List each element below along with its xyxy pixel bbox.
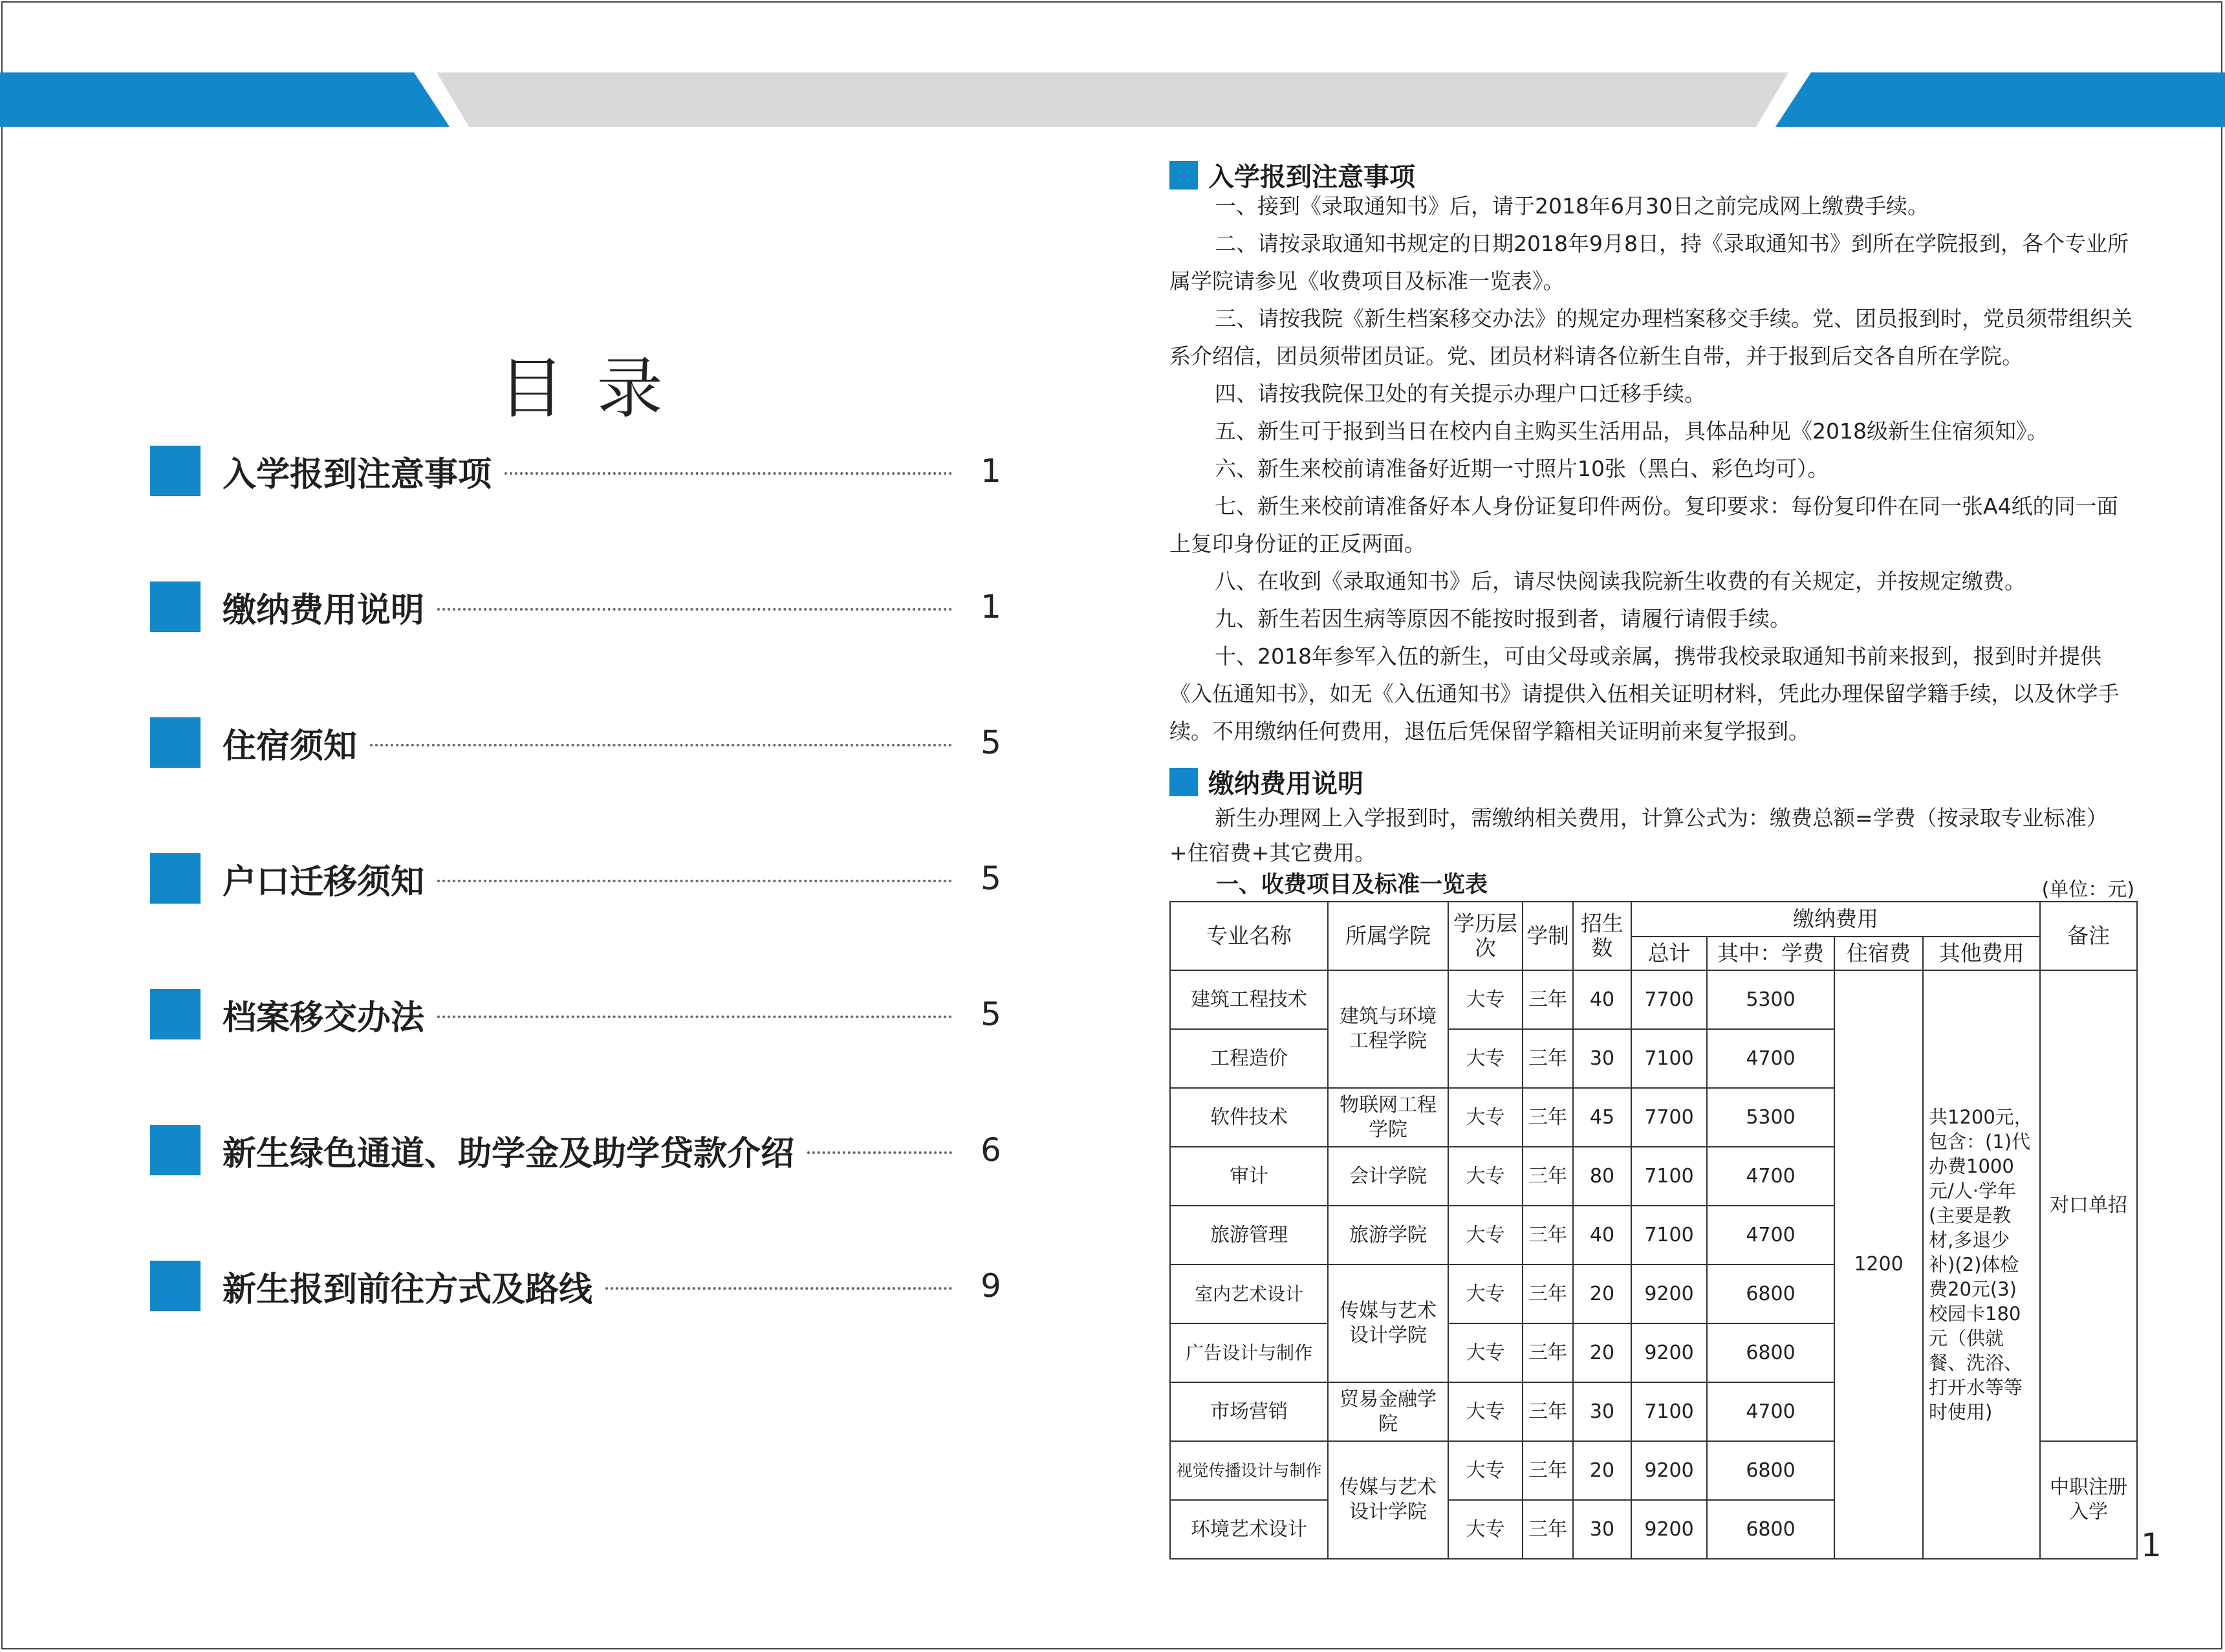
toc-item-label: 户口迁移须知 (222, 862, 425, 902)
toc-item-page: 5 (981, 860, 1001, 897)
cell-major: 旅游管理 (1170, 1206, 1328, 1265)
cell-major: 视觉传播设计与制作 (1170, 1441, 1328, 1500)
dot-leader (605, 1287, 952, 1290)
cell-years: 三年 (1523, 1323, 1573, 1382)
notice-paragraph: 八、在收到《录取通知书》后，请尽快阅读我院新生收费的有关规定，并按规定缴费。 (1215, 569, 2026, 594)
cell-quota: 30 (1573, 1029, 1631, 1088)
blue-square-icon (150, 853, 201, 904)
cell-tuition: 4700 (1707, 1147, 1834, 1206)
page-number: 1 (2141, 1527, 2162, 1564)
header-note: 备注 (2040, 902, 2137, 970)
toc-item[interactable] (150, 581, 1017, 633)
cell-tuition: 5300 (1707, 1088, 1834, 1147)
section-heading-fees (1169, 763, 1363, 800)
cell-total: 7100 (1631, 1382, 1707, 1441)
cell-dorm-fee: 1200 (1834, 970, 1923, 1559)
blue-square-icon (150, 717, 201, 768)
fee-table-unit: (单位：元) (2041, 878, 2134, 901)
blue-square-icon (150, 1125, 201, 1175)
notice-paragraph: 一、接到《录取通知书》后，请于2018年6月30日之前完成网上缴费手续。 (1215, 193, 1929, 219)
cell-major: 工程造价 (1170, 1029, 1328, 1088)
cell-major: 广告设计与制作 (1170, 1323, 1328, 1382)
header-tuition: 其中：学费 (1707, 937, 1834, 970)
toc-item-page: 1 (981, 588, 1001, 625)
blue-square-icon (150, 989, 201, 1039)
cell-quota: 20 (1573, 1323, 1631, 1382)
cell-tuition: 6800 (1707, 1441, 1834, 1500)
cell-tuition: 5300 (1707, 970, 1834, 1029)
toc-item-page: 5 (981, 724, 1001, 761)
toc-title: 目录 (498, 351, 695, 428)
cell-college: 传媒与艺术设计学院 (1328, 1265, 1448, 1382)
cell-years: 三年 (1523, 970, 1573, 1029)
blue-square-icon (150, 1261, 201, 1311)
cell-quota: 40 (1573, 970, 1631, 1029)
cell-level: 大专 (1448, 970, 1523, 1029)
section-heading-label: 入学报到注意事项 (1208, 162, 1415, 192)
notice-paragraph: 二、请按录取通知书规定的日期2018年9月8日，持《录取通知书》到所在学院报到，各个专业所属学院请参见《收费项目及标准一览表》。 (1169, 231, 2129, 294)
toc-item-page: 5 (981, 995, 1001, 1033)
header-band-middle (437, 72, 1788, 127)
notice-paragraph: 七、新生来校前请准备好本人身份证复印件两份。复印要求：每份复印件在同一张A4纸的同一面上复印身份证的正反两面。 (1169, 494, 2118, 556)
cell-quota: 30 (1573, 1500, 1631, 1559)
cell-level: 大专 (1448, 1088, 1523, 1147)
toc-item-page: 1 (981, 452, 1001, 490)
cell-major: 建筑工程技术 (1170, 970, 1328, 1029)
toc-item-label: 新生报到前往方式及路线 (222, 1270, 593, 1309)
cell-total: 9200 (1631, 1500, 1707, 1559)
toc-item-label: 住宿须知 (222, 726, 358, 766)
cell-level: 大专 (1448, 1441, 1523, 1500)
cell-major: 室内艺术设计 (1170, 1265, 1328, 1323)
cell-college: 物联网工程学院 (1328, 1088, 1448, 1147)
cell-total: 7100 (1631, 1206, 1707, 1265)
header-major: 专业名称 (1170, 902, 1328, 970)
notice-paragraph: 四、请按我院保卫处的有关提示办理户口迁移手续。 (1215, 381, 1706, 406)
header-years: 学制 (1523, 902, 1573, 970)
toc-item[interactable] (150, 1260, 1017, 1312)
cell-years: 三年 (1523, 1206, 1573, 1265)
cell-quota: 20 (1573, 1441, 1631, 1500)
cell-years: 三年 (1523, 1441, 1573, 1500)
cell-total: 7700 (1631, 1088, 1707, 1147)
cell-tuition: 4700 (1707, 1382, 1834, 1441)
cell-years: 三年 (1523, 1029, 1573, 1088)
cell-level: 大专 (1448, 1265, 1523, 1323)
cell-note: 中职注册入学 (2040, 1441, 2137, 1559)
cell-tuition: 4700 (1707, 1206, 1834, 1265)
cell-college: 建筑与环境工程学院 (1328, 970, 1448, 1088)
cell-years: 三年 (1523, 1382, 1573, 1441)
cell-major: 市场营销 (1170, 1382, 1328, 1441)
blue-square-icon (150, 581, 201, 632)
cell-tuition: 4700 (1707, 1029, 1834, 1088)
notice-paragraph: 五、新生可于报到当日在校内自主购买生活用品，具体品种见《2018级新生住宿须知》。 (1215, 418, 2048, 444)
header-band-right (1775, 72, 2225, 127)
toc-item[interactable] (150, 1124, 1017, 1176)
cell-tuition: 6800 (1707, 1500, 1834, 1559)
cell-major: 环境艺术设计 (1170, 1500, 1328, 1559)
cell-college: 旅游学院 (1328, 1206, 1448, 1265)
cell-quota: 30 (1573, 1382, 1631, 1441)
header-level: 学历层次 (1448, 902, 1523, 970)
cell-total: 9200 (1631, 1441, 1707, 1500)
cell-tuition: 6800 (1707, 1323, 1834, 1382)
cell-level: 大专 (1448, 1323, 1523, 1382)
cell-other-fee: 共1200元，包含：(1)代办费1000元/人·学年(主要是教材,多退少补)(2)体检费20元(3)校园卡180元（供就餐、洗浴、打开水等等时使用) (1923, 970, 2040, 1559)
cell-total: 7100 (1631, 1029, 1707, 1088)
cell-level: 大专 (1448, 1500, 1523, 1559)
fee-table (1169, 901, 2138, 1560)
blue-square-icon (1169, 768, 1198, 796)
cell-level: 大专 (1448, 1029, 1523, 1088)
toc-item-label: 新生绿色通道、助学金及助学贷款介绍 (222, 1134, 795, 1173)
notice-paragraph: 三、请按我院《新生档案移交办法》的规定办理档案移交手续。党、团员报到时，党员须带组织关系介绍信，团员须带团员证。党、团员材料请各位新生自带，并于报到后交各自所在学院。 (1169, 306, 2133, 369)
cell-major: 审计 (1170, 1147, 1328, 1206)
blue-square-icon (1169, 161, 1198, 190)
toc-item-label: 缴纳费用说明 (222, 591, 425, 630)
header-band-left (0, 72, 450, 127)
table-header-row (1170, 902, 2137, 937)
toc-item[interactable] (150, 988, 1017, 1040)
toc-item-page: 6 (981, 1131, 1001, 1169)
cell-level: 大专 (1448, 1206, 1523, 1265)
header-dorm: 住宿费 (1834, 937, 1923, 970)
toc-item-page: 9 (981, 1267, 1001, 1305)
cell-note: 对口单招 (2040, 970, 2137, 1441)
toc-item[interactable] (150, 853, 1017, 904)
cell-quota: 40 (1573, 1206, 1631, 1265)
cell-tuition: 6800 (1707, 1265, 1834, 1323)
dot-leader (505, 472, 952, 475)
cell-total: 9200 (1631, 1265, 1707, 1323)
toc-item[interactable] (150, 717, 1017, 768)
section-heading-label: 缴纳费用说明 (1208, 769, 1363, 799)
dot-leader (437, 608, 952, 611)
cell-years: 三年 (1523, 1500, 1573, 1559)
cell-level: 大专 (1448, 1382, 1523, 1441)
cell-years: 三年 (1523, 1147, 1573, 1206)
fee-table-title: 一、收费项目及标准一览表 (1216, 872, 1488, 898)
cell-total: 9200 (1631, 1323, 1707, 1382)
toc-item-label: 入学报到注意事项 (222, 455, 492, 494)
cell-years: 三年 (1523, 1088, 1573, 1147)
notice-paragraph: 九、新生若因生病等原因不能按时报到者，请履行请假手续。 (1215, 606, 1791, 631)
notice-paragraph: 十、2018年参军入伍的新生，可由父母或亲属，携带我校录取通知书前来报到，报到时并提供《入伍通知书》，如无《入伍通知书》请提供入伍相关证明材料，凭此办理保留学籍手续，以及休学手续。不用缴纳任何费用，退伍后凭保留学籍相关证明前来复学报到。 (1169, 644, 2120, 744)
cell-quota: 45 (1573, 1088, 1631, 1147)
cell-college: 会计学院 (1328, 1147, 1448, 1206)
cell-college: 传媒与艺术设计学院 (1328, 1441, 1448, 1559)
notice-paragraph: 六、新生来校前请准备好近期一寸照片10张（黑白、彩色均可）。 (1215, 456, 1829, 481)
header-quota: 招生数 (1573, 902, 1631, 970)
cell-level: 大专 (1448, 1147, 1523, 1206)
cell-years: 三年 (1523, 1265, 1573, 1323)
toc-item-label: 档案移交办法 (222, 998, 425, 1038)
cell-college: 贸易金融学院 (1328, 1382, 1448, 1441)
dot-leader (437, 880, 952, 882)
toc-item[interactable] (150, 445, 1017, 497)
header-total: 总计 (1631, 937, 1707, 970)
dot-leader (807, 1151, 952, 1154)
cell-quota: 20 (1573, 1265, 1631, 1323)
fees-intro: 新生办理网上入学报到时，需缴纳相关费用，计算公式为：缴费总额=学费（按录取专业标准）+住宿费+其它费用。 (1169, 805, 2108, 865)
cell-major: 软件技术 (1170, 1088, 1328, 1147)
header-payment: 缴纳费用 (1631, 902, 2040, 937)
dot-leader (370, 744, 952, 746)
cell-quota: 80 (1573, 1147, 1631, 1206)
table-row (1170, 970, 2137, 1029)
dot-leader (437, 1016, 952, 1018)
cell-total: 7700 (1631, 970, 1707, 1029)
header-other: 其他费用 (1923, 937, 2040, 970)
header-college: 所属学院 (1328, 902, 1448, 970)
cell-total: 7100 (1631, 1147, 1707, 1206)
blue-square-icon (150, 446, 201, 496)
